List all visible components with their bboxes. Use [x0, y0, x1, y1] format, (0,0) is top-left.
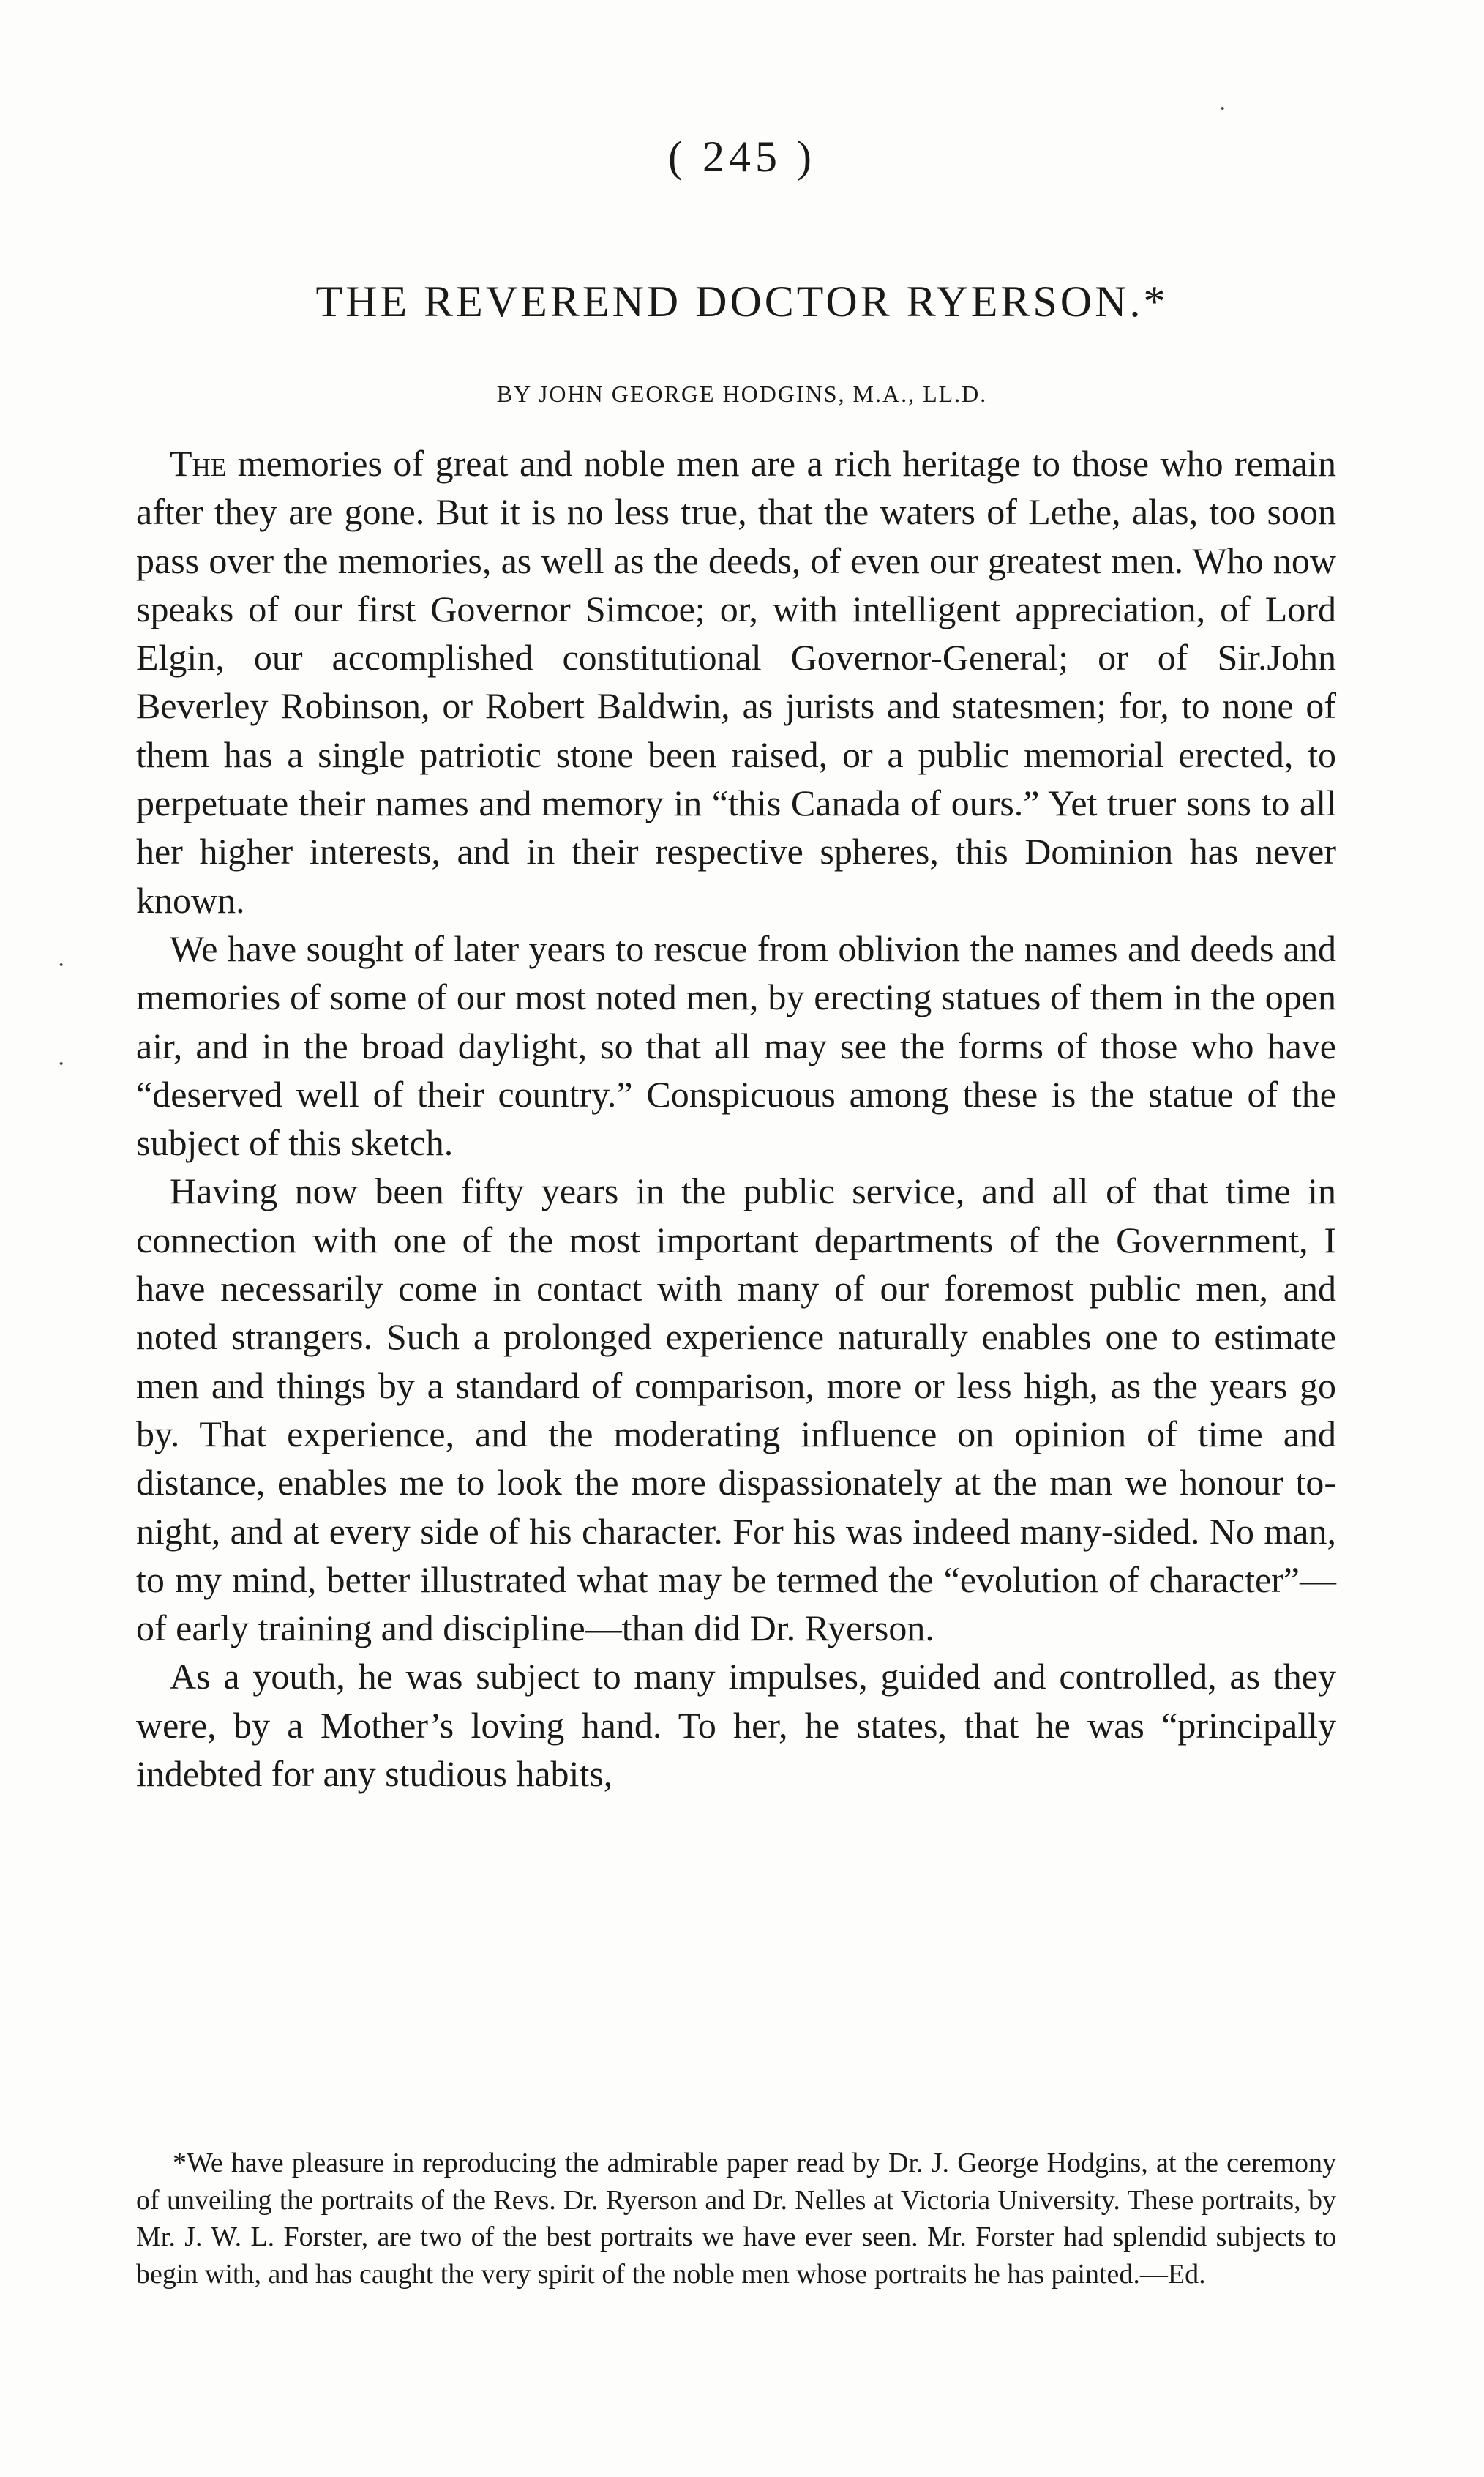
margin-mark: ·: [57, 1050, 66, 1077]
paragraph-1: [136, 439, 1336, 924]
paragraph-4: As a youth, he was subject to many impulses, guided and controlled, as they were, by a Mother’s loving hand. To her, he states, that he was “principally indebted for any studious habits,: [136, 1656, 1336, 1795]
article-title: THE REVEREND DOCTOR RYERSON.*: [315, 277, 1169, 326]
margin-mark: ·: [1218, 95, 1227, 122]
paragraph-1-lead: The: [170, 443, 227, 484]
paragraph-3: Having now been fifty years in the public service, and all of that time in connection with one of the most important departments of the Government, I have necessarily come in contact with many of our foremost public men, and noted strangers. Such a prolonged experience naturally enables one to estimate men and things by a standard of comparison, more or less high, as the years go by. That experience, and the moderating influence on opinion of time and distance, enables me to look the more dispassionately at the man we honour to-night, and at every side of his character. For his was indeed many-sided. No man, to my mind, better illustrated what may be termed the “evolution of character”—of early training and discipline—than did Dr. Ryerson.: [136, 1170, 1336, 1649]
article-body: [136, 439, 1336, 1798]
paragraph-1-text: memories of great and noble men are a rich heritage to those who remain after they are gone. But it is no less true, that the waters of Lethe, alas, too soon pass over the memories, as well as the deeds, of even our greatest men. Who now speaks of our first Governor Simcoe; or, with intelligent appreciation, of Lord Elgin, our accomplished constitutional Governor-General; or of Sir.John Beverley Robinson, or Robert Baldwin, as jurists and statesmen; for, to none of them has a single patriotic stone been raised, or a public memorial erected, to perpetuate their names and memory in “this Canada of ours.” Yet truer sons to all her higher interests, and in their respective spheres, this Dominion has never known.: [136, 443, 1336, 921]
footnote: *We have pleasure in reproducing the admirable paper read by Dr. J. George Hodgins, at the ceremony of unveiling the portraits of the Revs. Dr. Ryerson and Dr. Nelles at Victoria University. These portraits, by Mr. J. W. L. Forster, are two of the best portraits we have ever seen. Mr. Forster had splendid subjects to begin with, and has caught the very spirit of the noble men whose portraits he has painted.—Ed.: [136, 2148, 1336, 2290]
author-byline: BY JOHN GEORGE HODGINS, M.A., LL.D.: [496, 381, 988, 407]
margin-mark: ·: [57, 952, 66, 979]
paragraph-2: We have sought of later years to rescue from oblivion the names and deeds and memories of some of our most noted men, by erecting statues of them in the open air, and in the broad daylight, so that all may see the forms of those who have “deserved well of their country.” Conspicuous among these is the statue of the subject of this sketch.: [136, 927, 1336, 1164]
page-number: ( 245 ): [668, 132, 816, 181]
